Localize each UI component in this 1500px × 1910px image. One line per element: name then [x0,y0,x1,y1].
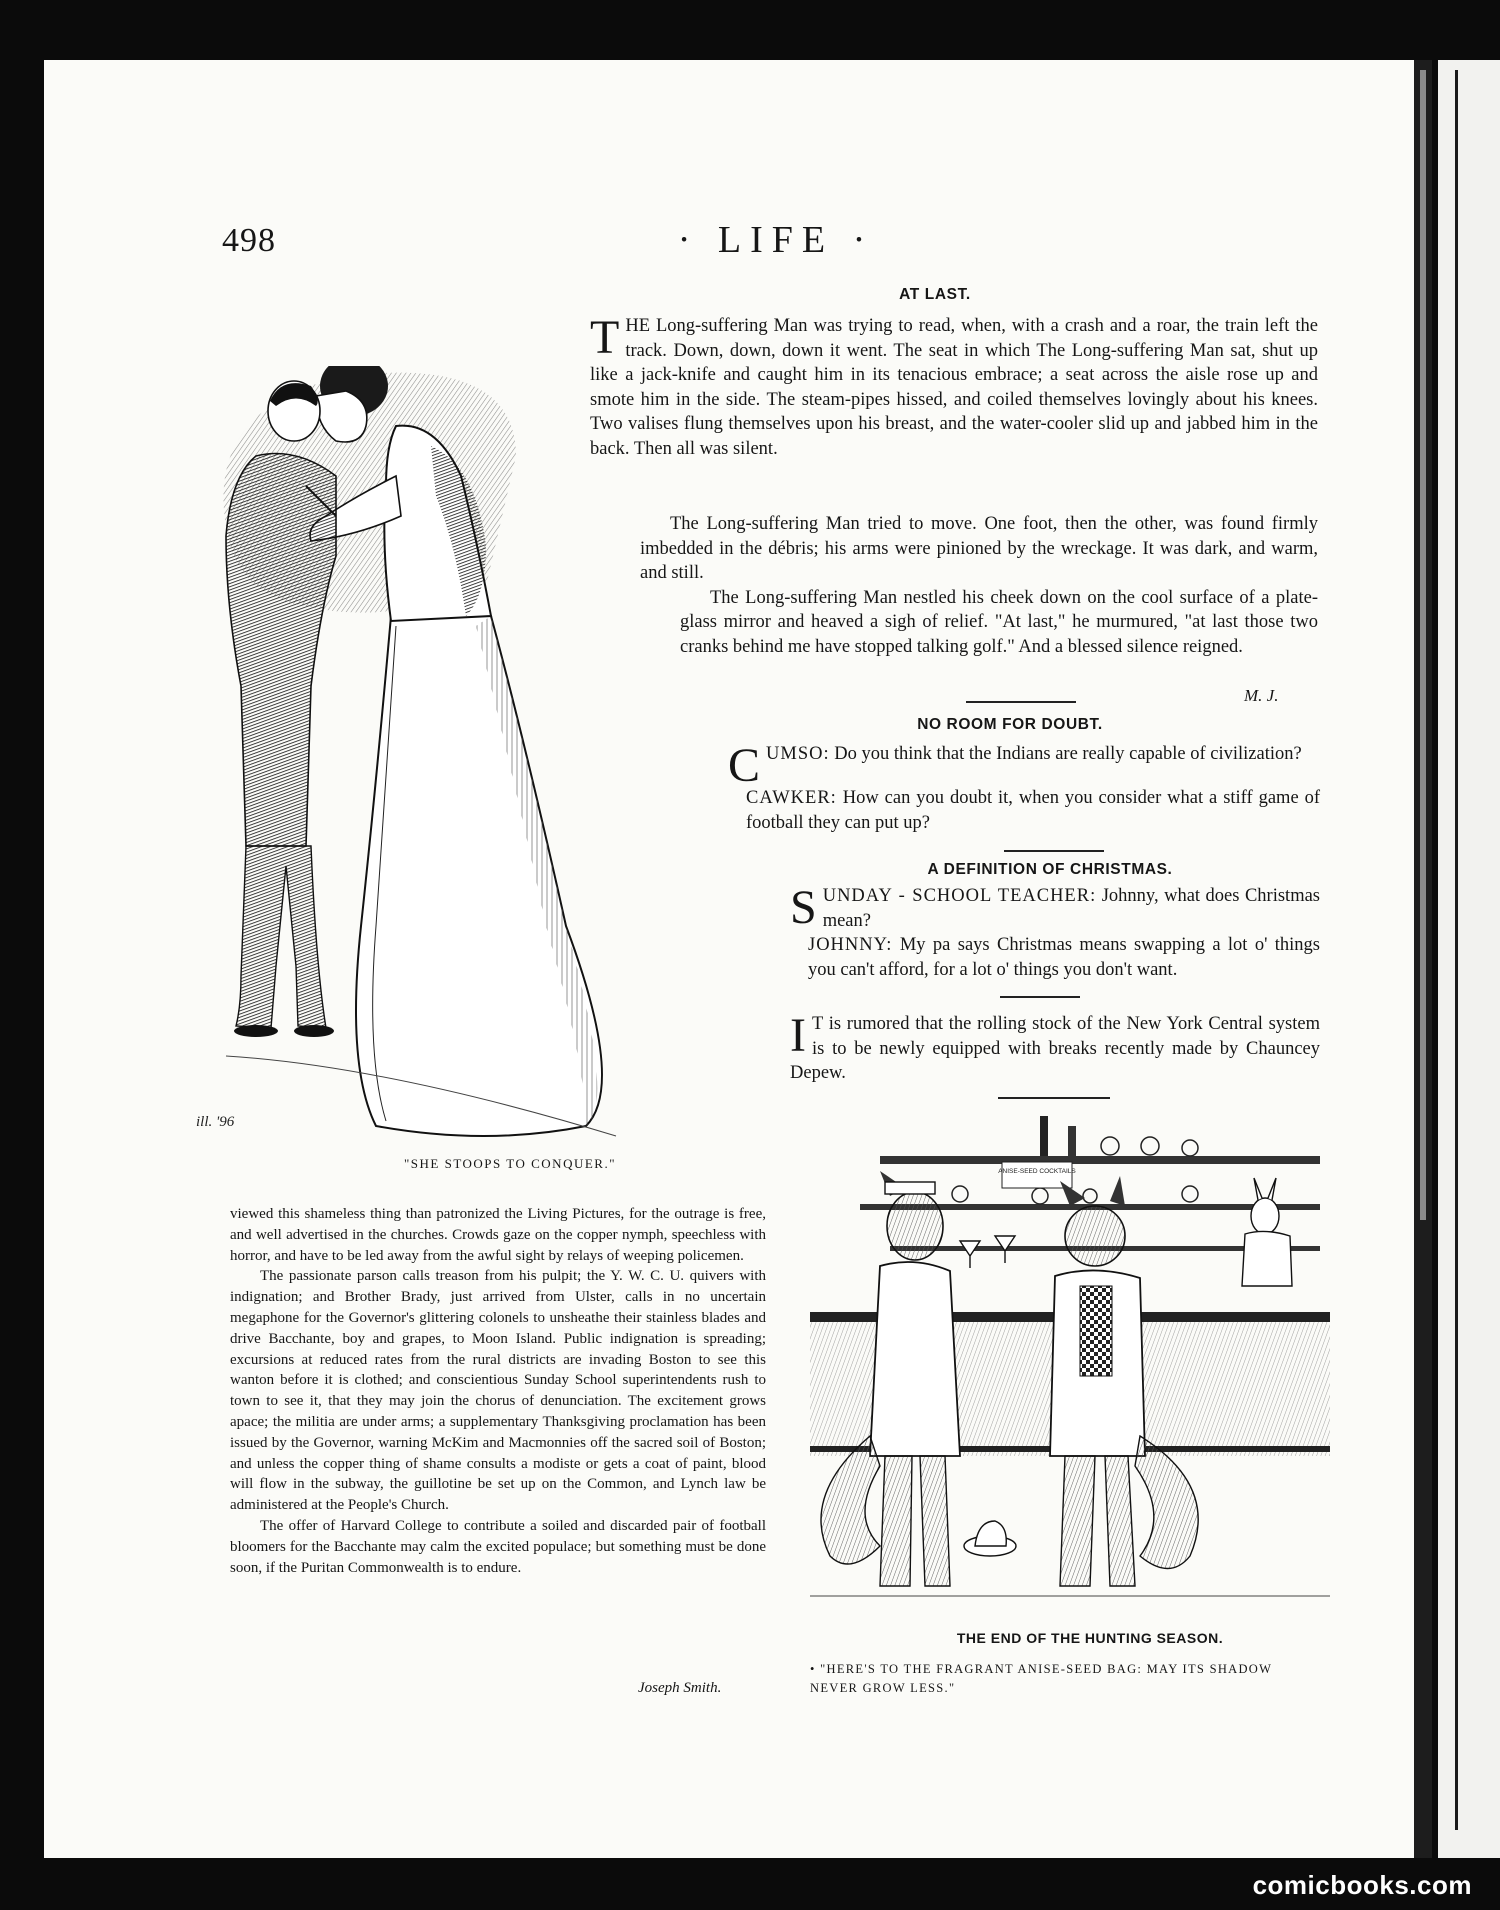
masthead-title: · LIFE · [677,219,875,261]
dropcap-s: S [790,881,817,934]
dropcap-c: C [728,739,761,792]
separator-rule [1000,996,1080,998]
rumored-text: T is rumored that the rolling stock of the New York Central system is to be newly equipped with breaks recently made by Chauncey Depew. [790,1014,1320,1084]
separator-rule [1004,850,1104,852]
illustration-foxes-bar [810,1116,1330,1626]
story-at-last [590,311,1318,462]
dropcap-i: I [790,1009,806,1062]
line-cumso: Do you think that the Indians are really capable of civilization? [834,744,1302,764]
illustration-she-stoops [186,366,766,1146]
caption-she-stoops: "SHE STOOPS TO CONQUER." [403,1156,617,1171]
caption-hunting-season: THE END OF THE HUNTING SEASON. [956,1630,1224,1646]
speaker-johnny: JOHNNY: [808,935,893,956]
adjacent-page-rule [1455,70,1458,1830]
left-paragraph-1: viewed this shameless thing than patronized the Living Pictures, for the outrage is free, and well advertised in the churches. Crowds gaze on the copper nymph, speechless with horror, and have to be led away from the awful sight by relays of weeping policemen. [230,1206,766,1264]
dropcap-t: T [590,311,620,364]
dialogue-no-room [728,739,1321,835]
story-left-column [230,1204,766,1578]
speaker-cawker: CAWKER: [746,788,837,808]
line-johnny: My pa says Christmas means swapping a lot o' things you can't afford, for a lot o' things you don't want. [808,935,1321,980]
left-paragraph-2: The passionate parson calls treason from his pulpit; the Y. W. C. U. quivers with indignation; and Brother Brady, just arrived from Ulster, calls in no uncertain megaphone for the Governor's glittering colonels to unsheathe their stainless blades and drive Bacchante, boy and grapes, to Moon Island. Public indignation is spreading; excursions at reduced rates from the rural districts are invading Boston to see this wanton before it is clothed; and conscientious Sunday School superintendents rush to town to see it, that they may join the chorus of denunciation. The excitement grows apace; the militia are under arms; a supplementary Thanksgiving proclamation has been issued by the Governor, warning McKim and Macmonnies off the sacred soil of Boston; and unless the copper thing of shame consults a modiste or gets a coat of paint, blood will flow in the subway, the guillotine be set up on the Common, and Lynch law be administered at the People's Church. [230,1268,766,1514]
at-last-paragraph-2: The Long-suffering Man tried to move. One foot, then the other, was found firmly imbedded in the débris; his arms were pinioned by the wreckage. It was dark, and warm, and still. [640,514,1318,584]
paragraph-rumored [790,1009,1320,1086]
watermark: comicbooks.com [1252,1870,1472,1900]
dialogue-christmas [790,881,1321,982]
signature-joseph-smith: Joseph Smith. [638,1680,722,1696]
line-cawker: How can you doubt it, when you consider what a stiff game of football they can put up? [746,788,1321,833]
spine-edge [1420,70,1426,1220]
left-paragraph-3: The offer of Harvard College to contribute a soiled and discarded pair of football bloomers for the Bacchante may calm the excited populace; but something must be done soon, if the Puritan Commonwealth is to endure. [230,1517,766,1576]
bar-sign: ANISE-SEED COCKTAILS [998,1168,1076,1175]
separator-rule [966,701,1076,703]
heading-christmas: A DEFINITION OF CHRISTMAS. [927,861,1173,878]
speaker-cumso: UMSO: [766,744,830,764]
heading-at-last: AT LAST. [899,286,971,303]
story-at-last-cont [590,512,1318,660]
at-last-paragraph-1: HE Long-suffering Man was trying to read, when, with a crash and a roar, the train left the track. Down, down, down it went. The seat in which The Long-suffering Man sat, shut up like a jack-knife and caught him in its tenacious embrace; a seat across the aisle rose up and smote him in the side. The steam-pipes hissed, and coiled themselves lovingly about his knees. Two valises flung themselves upon his breast, and the water-cooler slid up and jabbed him in the back. Then all was silent. [590,316,1318,459]
signature-mj: M. J. [1244,686,1279,705]
at-last-paragraph-3: The Long-suffering Man nestled his cheek down on the cool surface of a plate-glass mirror and heaved a sigh of relief. "At last," he murmured, "at last those two cranks behind me have stopped talking golf." And a blessed silence reigned. [680,587,1318,657]
artist-signature: ill. '96 [196,1114,235,1130]
speaker-teacher: UNDAY - SCHOOL TEACHER: [822,886,1097,906]
heading-no-room: NO ROOM FOR DOUBT. [917,716,1103,733]
line-teacher: Johnny, what does Christmas mean? [822,886,1320,931]
page-number: 498 [222,222,276,259]
adjacent-page [1438,60,1500,1858]
quote-anise-seed: • "HERE'S TO THE FRAGRANT ANISE-SEED BAG: MAY ITS SHADOW NEVER GROW LESS." [810,1662,1273,1695]
separator-rule [998,1097,1110,1099]
